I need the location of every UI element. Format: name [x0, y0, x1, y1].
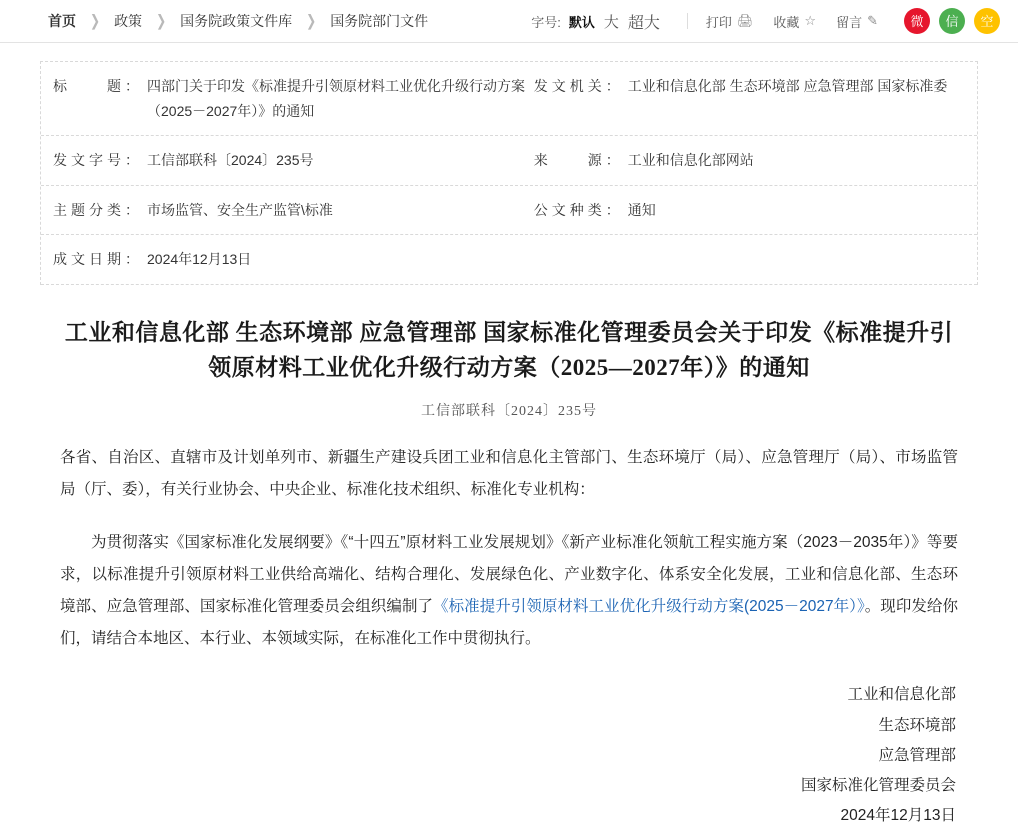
- meta-value-topic: 市场监管、安全生产监管\标准: [147, 198, 528, 223]
- qzone-share-icon[interactable]: 空: [974, 8, 1000, 34]
- meta-key-doc-number: 发文字号：: [53, 148, 147, 173]
- breadcrumb-item-policy-library[interactable]: 国务院政策文件库: [180, 11, 292, 31]
- pencil-icon: ✎: [867, 13, 878, 29]
- meta-key-date: 成文日期：: [53, 247, 147, 272]
- meta-value-title: 四部门关于印发《标准提升引领原材料工业优化升级行动方案（2025－2027年）》的通知: [147, 74, 528, 123]
- meta-value-date: 2024年12月13日: [147, 247, 977, 272]
- table-row: [41, 186, 977, 236]
- meta-field-date: [41, 235, 977, 284]
- font-size-label: 字号:: [531, 12, 561, 31]
- font-size-large[interactable]: 大: [604, 11, 619, 32]
- meta-field-doc-type: [528, 186, 977, 235]
- breadcrumb-item-home[interactable]: 首页: [48, 11, 76, 31]
- document-meta-table: [40, 61, 978, 285]
- wechat-share-icon[interactable]: 信: [939, 8, 965, 34]
- share-group: [904, 8, 1000, 34]
- meta-key-doc-type: 公文种类：: [534, 198, 628, 223]
- message-button[interactable]: [836, 12, 878, 31]
- toolbar-actions: [531, 8, 1000, 34]
- font-size-xlarge[interactable]: 超大: [628, 10, 660, 33]
- signature-line-2: 生态环境部: [60, 711, 958, 741]
- breadcrumb-item-department-docs[interactable]: 国务院部门文件: [330, 11, 428, 31]
- table-row: [41, 136, 977, 186]
- weibo-share-icon[interactable]: 微: [904, 8, 930, 34]
- paragraph-main: [60, 527, 958, 654]
- meta-field-doc-number: [41, 136, 528, 185]
- meta-value-doc-number: 工信部联科〔2024〕235号: [147, 148, 528, 173]
- page-title: 工业和信息化部 生态环境部 应急管理部 国家标准化管理委员会关于印发《标准提升引领原材料工业优化升级行动方案（2025—2027年）》的通知: [60, 315, 958, 386]
- breadcrumb-separator-icon: ❯: [90, 12, 100, 30]
- message-label: 留言: [836, 12, 862, 31]
- meta-value-issuing-agency: 工业和信息化部 生态环境部 应急管理部 国家标准委: [628, 74, 977, 123]
- paragraph-main-part2: 。现印发给你们，请结合本地区、本行业、本领域实际，在标准化工作中贯彻执行。: [60, 598, 958, 647]
- meta-field-title: [41, 62, 528, 135]
- favorite-label: 收藏: [773, 12, 799, 31]
- star-icon: ☆: [804, 13, 816, 29]
- attachment-link[interactable]: 《标准提升引领原材料工业优化升级行动方案(2025－2027年）》: [433, 598, 865, 615]
- article-body: [60, 442, 958, 655]
- meta-key-topic: 主题分类：: [53, 198, 147, 223]
- meta-value-source: 工业和信息化部网站: [628, 148, 977, 173]
- meta-field-issuing-agency: [528, 62, 977, 135]
- meta-field-source: [528, 136, 977, 185]
- article: [60, 315, 958, 831]
- signature-line-4: 国家标准化管理委员会: [60, 771, 958, 801]
- breadcrumb-separator-icon: ❯: [306, 12, 316, 30]
- table-row: [41, 235, 977, 285]
- breadcrumb-separator-icon: ❯: [156, 12, 166, 30]
- table-row: [41, 62, 977, 136]
- printer-icon: 🖨: [737, 13, 754, 29]
- signature-line-1: 工业和信息化部: [60, 680, 958, 710]
- print-button[interactable]: [706, 12, 754, 31]
- print-label: 打印: [706, 12, 732, 31]
- meta-value-doc-type: 通知: [628, 198, 977, 223]
- paragraph-salutation: 各省、自治区、直辖市及计划单列市、新疆生产建设兵团工业和信息化主管部门、生态环境厅（局）、应急管理厅（局）、市场监管局（厅、委），有关行业协会、中央企业、标准化技术组织、标准化专业机构：: [60, 442, 958, 506]
- toolbar-divider: [687, 13, 688, 29]
- signature-line-3: 应急管理部: [60, 741, 958, 771]
- meta-key-source: 来 源：: [534, 148, 628, 173]
- font-size-default[interactable]: 默认: [569, 12, 595, 31]
- paragraph-main-part1: 为贯彻落实《国家标准化发展纲要》《“十四五”原材料工业发展规划》《新产业标准化领航工程实施方案（2023－2035年）》等要求，以标准提升引领原材料工业供给高端化、结构合理化、发展绿色化、产业数字化、体系安全化发展，工业和信息化部、生态环境部、应急管理部、国家标准化管理委员会组织编制了: [60, 534, 958, 615]
- breadcrumb: [0, 11, 428, 31]
- font-size-control: [531, 10, 669, 33]
- meta-field-topic: [41, 186, 528, 235]
- signature-date: 2024年12月13日: [60, 801, 958, 831]
- top-toolbar: [0, 0, 1018, 43]
- meta-key-title: 标 题：: [53, 74, 147, 123]
- favorite-button[interactable]: [773, 12, 816, 31]
- document-number: 工信部联科〔2024〕235号: [60, 400, 958, 420]
- meta-key-issuing-agency: 发文机关：: [534, 74, 628, 123]
- signature-block: [60, 680, 958, 831]
- breadcrumb-item-policy[interactable]: 政策: [114, 11, 142, 31]
